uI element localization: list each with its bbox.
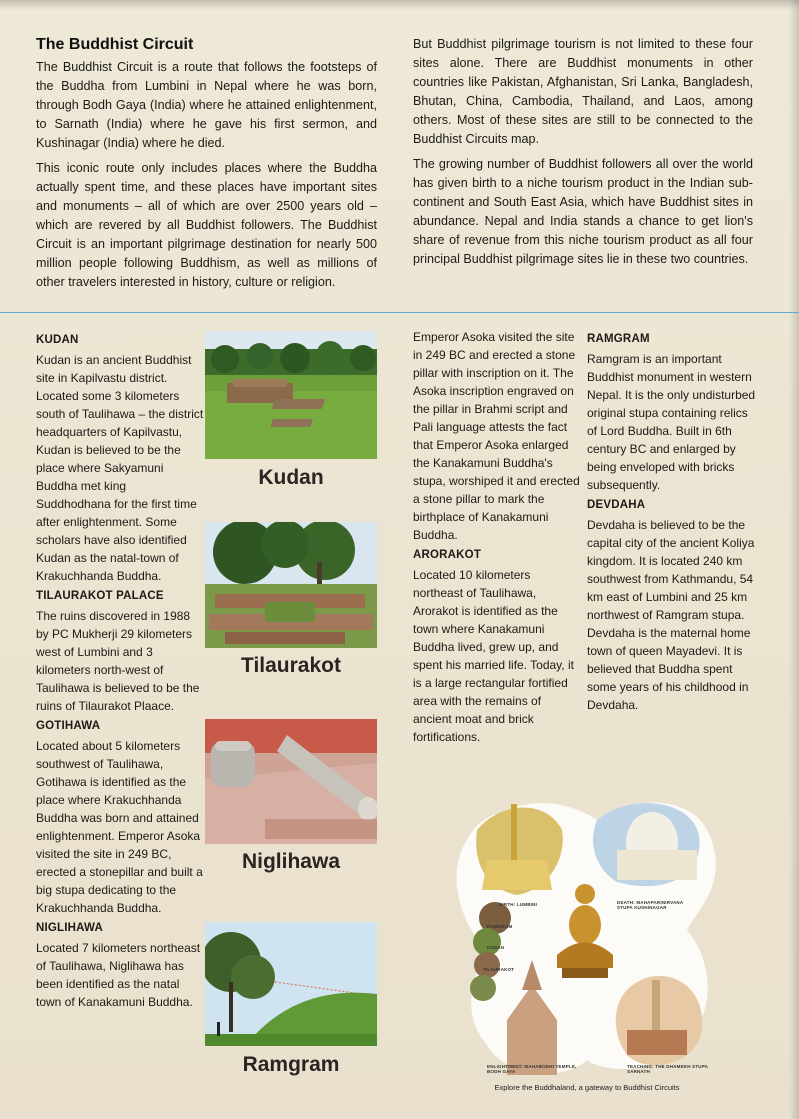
caption-tilaurakot: Tilaurakot [241,654,341,677]
collage-caption: Explore the Buddhaland, a gateway to Buddhist Circuits [494,1083,680,1092]
page-top-shadow [0,0,799,10]
collage-label-kudan: KUDAN [487,945,505,950]
buddhaland-collage [447,790,727,1100]
caption-niglihawa: Niglihawa [241,850,341,873]
photo-niglihawa [205,719,377,844]
intro-paragraph: But Buddhist pilgrimage tourism is not limited to these four sites alone. There are Buddhist monuments in other countries like Pakistan, Afghanistan, Sri Lanka, Bangladesh, Bhutan, China, Cambodia, Thailand, and Laos, among others. Most of these sites are still to be connected to the Buddhist Circuits map. [413,37,753,146]
intro-paragraph: This iconic route only includes places where the Buddha actually spent time, and these places have important sites and monuments – all of which are over 2500 years old – which are revered by all Buddhist followers. The Buddhist Circuit is an important pilgrimage destination for nearly 500 million people following Buddhism, as well as millions of other travelers interested in history, culture or religion. [36,161,377,289]
intro-paragraph: The growing number of Buddhist followers all over the world has given birth to a niche tourism product in the Indian sub-continent and South East Asia, which have Buddhist sites in abundance. Nepal and India stands a chance to get lion's share of revenue from this niche tourism product as all four principal Buddhist pilgrimage sites lie in these two countries. [413,157,753,266]
text-niglihawa-continued: Emperor Asoka visited the site in 249 BC and erected a stone pillar with inscription on it. The Asoka inscription engraved on the pillar in Brahmi script and Pali language attests the fact that Emperor Asoka enlarged the Kanakamuni Buddha's stupa, worshiped it and erected a stone pillar to mark the birthplace of Kanakamuni Buddha. [413,330,580,542]
caption-ramgram: Ramgram [242,1053,340,1076]
page-right-shadow [789,0,799,1119]
text-tilaurakot: The ruins discovered in 1988 by PC Mukherji 29 kilometers west of Lumbini and 3 kilometers north-west of Taulihawa is believed to be the ruins of Tilaurakot Plaace. [36,609,200,713]
page-title: The Buddhist Circuit [36,36,194,53]
column-sites-3 [413,328,583,746]
photo-kudan [205,331,377,459]
text-arorakot: Located 10 kilometers northeast of Taulihawa, Arorakot is identified as the town where Kanakamuni Buddha lived, grew up, and spent his married life. Today, it is a large rectangular fortified area with the remains of ancient moat and brick fortifications. [413,568,574,744]
collage-illustration [447,790,727,1080]
photo-tilaurakot [205,522,377,648]
collage-label-teaching: TEACHING: THE DHAMEKH STUPA SARNATH [627,1064,708,1074]
intro-left-column [36,58,377,298]
photo-ramgram [205,922,377,1046]
heading-ramgram: RAMGRAM [587,333,650,345]
heading-gotihawa: GOTIHAWA [36,720,101,732]
intro-right-column [413,35,753,275]
caption-kudan: Kudan [258,466,324,489]
collage-label-tilaurakot: TILAURAKOT [483,967,515,972]
heading-devdaha: DEVDAHA [587,499,646,511]
collage-label-birth: BIRTH: LUMBINI [499,902,538,907]
text-ramgram: Ramgram is an important Buddhist monument in western Nepal. It is the only undisturbed original stupa containing relics of Lord Buddha. Built in 6th century BC and enlarged by being enveloped with bricks subsequently. [587,352,756,492]
heading-kudan: KUDAN [36,334,79,346]
section-divider [0,312,799,313]
heading-arorakot: ARORAKOT [413,549,482,561]
intro-paragraph: The Buddhist Circuit is a route that follows the footsteps of the Buddha from Lumbini in Nepal where he was born, through Bodh Gaya (India) where he attained enlightenment, to Sarnath (India) where he gave his first sermon, and Kushinagar (India) where he died. [36,60,377,150]
column-sites-1 [36,329,204,1011]
collage-label-ramgram: RAMGRAM [487,924,513,929]
text-devdaha: Devdaha is believed to be the capital city of the ancient Koliya kingdom. It is located 240 km southwest from Kathmandu, 54 km east of Lumbini and 25 km northwest of Ramgram stupa. Devdaha is the maternal home town of queen Mayadevi. It is believed that Buddha spent some years of his childhood in Devdaha. [587,518,755,712]
collage-label-enlightenment: ENLIGHTMENT: MAHABODHI TEMPLE, BODH GAYA [487,1064,577,1074]
column-sites-4 [587,328,757,714]
text-kudan: Kudan is an ancient Buddhist site in Kapilvastu district. Located some 3 kilometers south of Taulihawa – the district headquarters of Kapilvastu, Kudan is believed to be the place where Sakyamuni Buddha met king Suddhodhana for the first time after enlightenment. Some scholars have also identified Kudan as the natal-town of Krakuchhanda Buddha. [36,353,204,583]
text-gotihawa: Located about 5 kilometers southwest of Taulihawa, Gotihawa is identified as the place where Krakuchhanda Buddha was born and attained enlightenment. Emperor Asoka visited the site in 249 BC, erected a stonepillar and built a big stupa dedicating to the Krakuchhanda Buddha. [36,739,203,915]
text-niglihawa: Located 7 kilometers northeast of Taulihawa, Niglihawa has been identified as the natal town of Kanakamuni Buddha. [36,941,201,1009]
collage-label-death: DEATH: MAHAPARINIRVANA STUPA KUSHINAGAR [617,900,684,910]
heading-tilaurakot: TILAURAKOT PALACE [36,590,164,602]
heading-niglihawa: NIGLIHAWA [36,922,103,934]
